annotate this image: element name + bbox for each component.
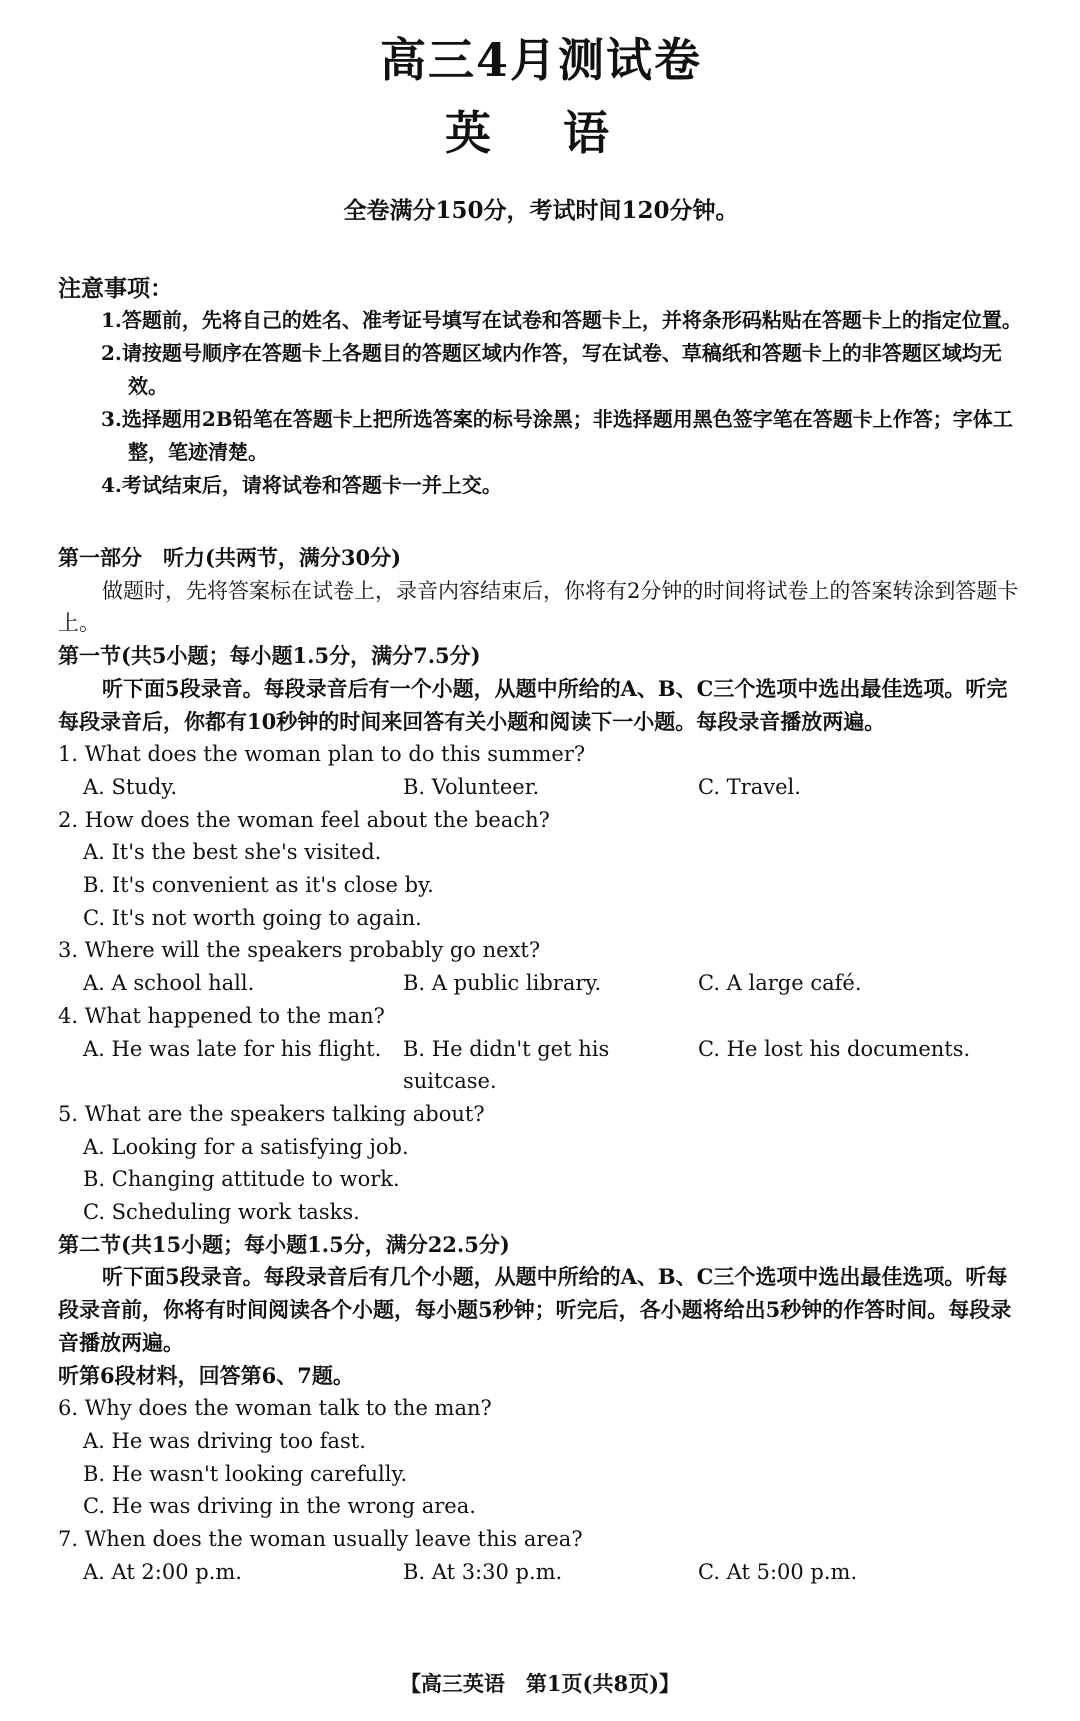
material-6-heading: 听第6段材料，回答第6、7题。 [58,1362,354,1388]
question-stem: 5. What are the speakers talking about? [58,1101,485,1126]
question-stem: 7. When does the woman usually leave this area? [58,1527,583,1552]
question-stem: 4. What happened to the man? [58,1003,385,1028]
notice-list [58,304,1024,502]
option-b: B. Changing attitude to work. [83,1167,400,1192]
option-b: B. A public library. [403,971,602,996]
option-c: C. It's not worth going to again. [83,905,422,930]
notice-item: 2.请按题号顺序在答题卡上各题目的答题区域内作答，写在试卷、草稿纸和答题卡上的非答题区域均无效。 [101,341,1002,398]
section1-heading: 第一节(共5小题；每小题1.5分，满分7.5分) [58,643,481,669]
option-b: B. He wasn't looking carefully. [83,1461,408,1486]
question-options [58,1033,1024,1098]
option-c: C. A large café. [698,971,862,996]
option-c: C. Travel. [698,774,801,799]
option-a: A. He was late for his flight. [83,1036,382,1061]
option-a: A. Study. [83,774,178,799]
question-stem: 2. How does the woman feel about the beach? [58,807,550,832]
question-options [58,967,1024,1000]
exam-title: 高三4月测试卷 [379,33,702,87]
section2-intro: 听下面5段录音。每段录音后有几个小题，从题中所给的A、B、C三个选项中选出最佳选项。听每段录音前，你将有时间阅读各个小题，每小题5秒钟；听完后，各小题将给出5秒钟的作答时间。每段录音播放两遍。 [58,1264,1012,1355]
subject-title: 英 语 [444,106,637,160]
section1-intro: 听下面5段录音。每段录音后有一个小题，从题中所给的A、B、C三个选项中选出最佳选项。听完每段录音后，你都有10秒钟的时间来回答有关小题和阅读下一小题。每段录音播放两遍。 [58,675,1008,734]
notice-item: 1.答题前，先将自己的姓名、准考证号填写在试卷和答题卡上，并将条形码粘贴在答题卡上的指定位置。 [101,308,1022,332]
page-footer: 【高三英语 第1页(共8页)】 [399,1671,681,1696]
question-stem: 1. What does the woman plan to do this summer? [58,742,586,767]
notice-heading: 注意事项： [58,275,173,302]
option-b: B. At 3:30 p.m. [403,1559,563,1584]
score-line: 全卷满分150分，考试时间120分钟。 [343,197,739,224]
question-options [58,771,1024,804]
option-c: C. He lost his documents. [698,1036,971,1061]
option-b: B. Volunteer. [403,774,540,799]
option-a: A. He was driving too fast. [83,1428,366,1453]
option-a: A. At 2:00 p.m. [83,1559,242,1584]
option-a: A. A school hall. [83,971,255,996]
option-a: A. It's the best she's visited. [83,840,382,865]
option-c: C. Scheduling work tasks. [83,1200,360,1225]
option-c: C. At 5:00 p.m. [698,1559,858,1584]
option-b: B. He didn't get his suitcase. [403,1036,610,1094]
option-a: A. Looking for a satisfying job. [83,1134,409,1159]
question-stem: 6. Why does the woman talk to the man? [58,1396,492,1421]
option-b: B. It's convenient as it's close by. [83,873,434,898]
part1-heading: 第一部分 听力(共两节，满分30分) [58,545,402,570]
section2-heading: 第二节(共15小题；每小题1.5分，满分22.5分) [58,1231,510,1257]
option-c: C. He was driving in the wrong area. [83,1494,476,1519]
notice-item: 3.选择题用2B铅笔在答题卡上把所选答案的标号涂黑；非选择题用黑色签字笔在答题卡上作答；字体工整，笔迹清楚。 [101,407,1013,464]
question-options [58,1556,1024,1589]
question-stem: 3. Where will the speakers probably go next? [58,938,541,963]
notice-item: 4.考试结束后，请将试卷和答题卡一并上交。 [101,473,502,497]
part1-intro: 做题时，先将答案标在试卷上，录音内容结束后，你将有2分钟的时间将试卷上的答案转涂到答题卡上。 [58,578,1019,636]
